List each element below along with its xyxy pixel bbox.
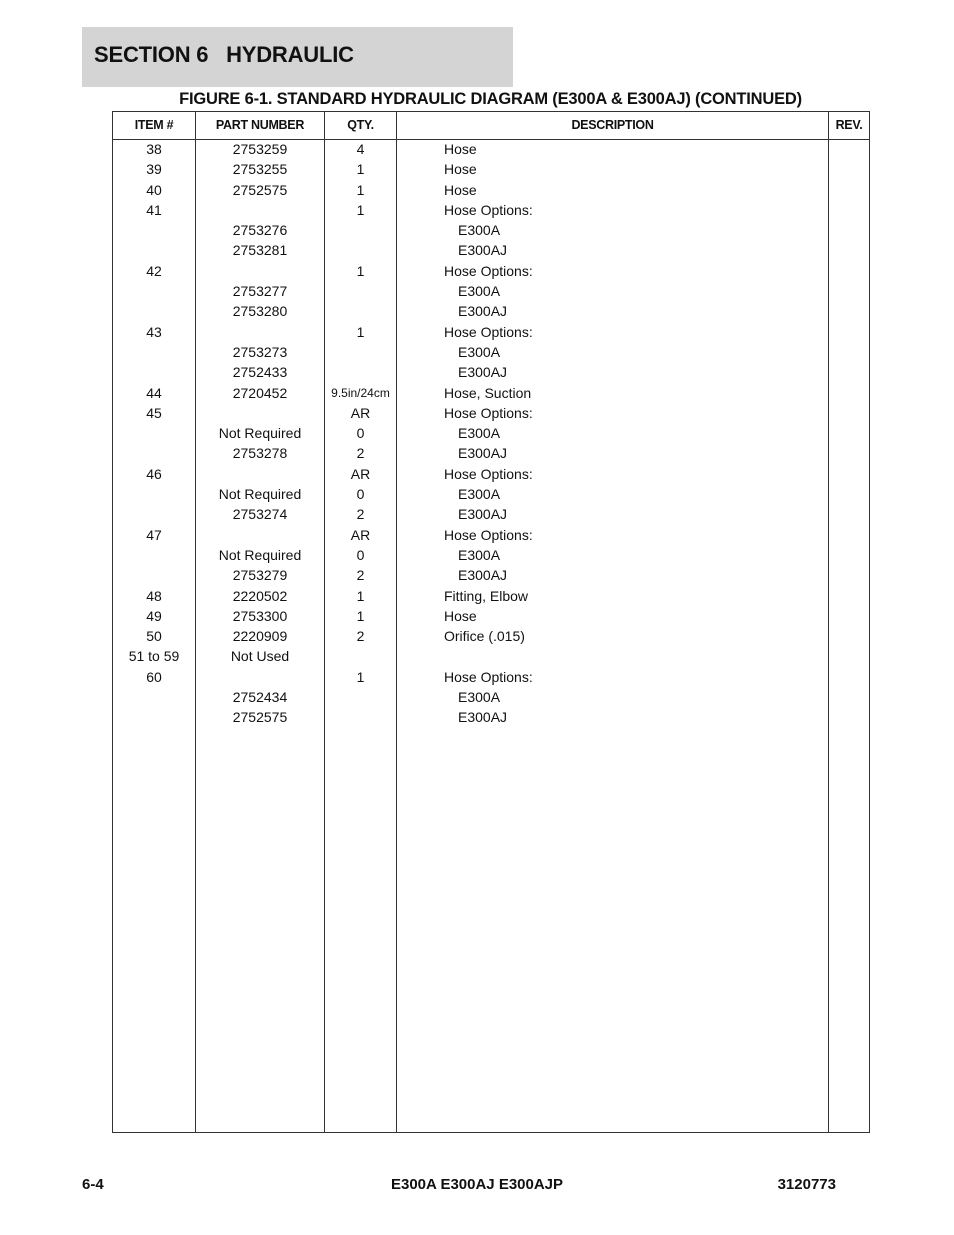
table-row	[113, 139, 869, 159]
table-row	[113, 261, 869, 281]
part-number-cell: 2753281	[232, 242, 288, 259]
part-number-cell: 2753300	[232, 607, 288, 624]
table-row	[113, 646, 869, 666]
table-row	[113, 403, 869, 423]
description-cell: Hose Options:	[444, 526, 533, 543]
item-cell	[113, 362, 195, 382]
table-row	[113, 687, 869, 707]
part-number-cell: Not Required	[218, 486, 302, 503]
qty-cell	[325, 342, 396, 362]
item-cell: 51 to 59	[128, 648, 180, 665]
item-cell: 49	[146, 607, 162, 624]
table-row	[113, 667, 869, 687]
description-cell: Hose Options:	[444, 465, 533, 482]
description-cell: E300AJ	[458, 709, 508, 726]
description-cell: Hose	[444, 161, 477, 178]
table-row	[113, 281, 869, 301]
item-cell: 48	[146, 587, 162, 604]
table-row	[113, 707, 869, 727]
description-cell: E300A	[458, 343, 501, 360]
qty-cell	[325, 281, 396, 301]
qty-cell: AR	[350, 526, 371, 543]
qty-cell	[325, 707, 396, 727]
parts-table	[112, 111, 870, 1133]
table-row	[113, 443, 869, 463]
table-row	[113, 606, 869, 626]
item-cell: 43	[146, 323, 162, 340]
part-number-cell: 2753274	[232, 506, 288, 523]
table-body	[113, 139, 869, 728]
table-row	[113, 342, 869, 362]
part-number-cell	[196, 200, 324, 220]
table-row	[113, 545, 869, 565]
qty-cell: 2	[356, 628, 365, 645]
qty-cell	[325, 362, 396, 382]
part-number-cell: 2753280	[232, 303, 288, 320]
qty-cell: AR	[350, 404, 371, 421]
description-cell: E300AJ	[458, 506, 508, 523]
part-number-cell: 2753276	[232, 222, 288, 239]
qty-cell: 1	[356, 668, 365, 685]
qty-cell: 1	[356, 161, 365, 178]
part-number-cell	[196, 322, 324, 342]
description-cell: Hose Options:	[444, 323, 533, 340]
part-number-cell: 2220909	[232, 628, 288, 645]
table-row	[113, 525, 869, 545]
description-cell: Hose Options:	[444, 668, 533, 685]
table-row	[113, 220, 869, 240]
description-cell: Hose	[444, 607, 477, 624]
part-number-cell: Not Required	[218, 425, 302, 442]
qty-cell: 9.5in/24cm	[331, 385, 390, 400]
item-cell: 39	[146, 161, 162, 178]
description-cell: E300A	[458, 689, 501, 706]
page-number: 6-4	[82, 1176, 104, 1193]
item-cell	[113, 220, 195, 240]
item-cell: 45	[146, 404, 162, 421]
qty-cell: 2	[356, 567, 365, 584]
description-cell: Hose, Suction	[444, 384, 532, 401]
part-number-cell: 2753273	[232, 343, 288, 360]
part-number-cell: 2752433	[232, 364, 288, 381]
table-row	[113, 159, 869, 179]
item-cell: 42	[146, 262, 162, 279]
description-cell: E300AJ	[458, 303, 508, 320]
description-cell: E300A	[458, 425, 501, 442]
item-cell: 50	[146, 628, 162, 645]
qty-cell: 1	[356, 201, 365, 218]
table-row	[113, 565, 869, 585]
part-number-cell: Not Used	[230, 648, 290, 665]
item-cell: 41	[146, 201, 162, 218]
table-row	[113, 180, 869, 200]
qty-cell: 0	[356, 425, 365, 442]
qty-cell	[325, 301, 396, 321]
table-row	[113, 626, 869, 646]
description-cell: Fitting, Elbow	[444, 587, 529, 604]
description-cell: Hose Options:	[444, 262, 533, 279]
table-row	[113, 586, 869, 606]
part-number-cell: 2220502	[232, 587, 288, 604]
qty-cell	[325, 687, 396, 707]
item-cell	[113, 301, 195, 321]
qty-cell: AR	[350, 465, 371, 482]
description-cell: Hose	[444, 141, 477, 157]
qty-cell: 4	[356, 141, 365, 157]
table-row	[113, 240, 869, 260]
part-number-cell: 2753277	[232, 283, 288, 300]
description-cell: Hose	[444, 181, 477, 198]
item-cell	[113, 687, 195, 707]
description-cell: Hose Options:	[444, 404, 533, 421]
description-cell: Hose Options:	[444, 201, 533, 218]
item-cell	[113, 443, 195, 463]
document-number: 3120773	[777, 1176, 836, 1193]
table-row	[113, 423, 869, 443]
description-cell: E300A	[458, 546, 501, 563]
item-cell	[113, 504, 195, 524]
description-cell: E300AJ	[458, 445, 508, 462]
qty-cell: 1	[356, 262, 365, 279]
description-cell: Orifice (.015)	[444, 628, 525, 645]
item-cell	[113, 565, 195, 585]
table-row	[113, 383, 869, 403]
description-cell: E300A	[458, 222, 501, 239]
item-cell: 40	[146, 181, 162, 198]
section-header	[82, 27, 513, 87]
part-number-cell: 2752575	[232, 709, 288, 726]
description-cell: E300AJ	[458, 242, 508, 259]
table-row	[113, 464, 869, 484]
item-cell	[113, 240, 195, 260]
item-cell	[113, 484, 195, 504]
item-cell: 38	[146, 141, 162, 157]
description-cell: E300A	[458, 486, 501, 503]
qty-cell: 1	[356, 587, 365, 604]
item-cell	[113, 342, 195, 362]
table-row	[113, 322, 869, 342]
part-number-cell: 2752575	[232, 181, 288, 198]
table-row	[113, 504, 869, 524]
header-description: DESCRIPTION	[571, 118, 654, 132]
part-number-cell	[196, 403, 324, 423]
figure-title: FIGURE 6-1. STANDARD HYDRAULIC DIAGRAM (E300A & E300AJ) (CONTINUED)	[179, 90, 802, 108]
item-cell	[113, 707, 195, 727]
qty-cell: 1	[356, 181, 365, 198]
item-cell: 46	[146, 465, 162, 482]
table-row	[113, 362, 869, 382]
item-cell: 44	[146, 384, 162, 401]
part-number-cell: Not Required	[218, 546, 302, 563]
description-cell: E300AJ	[458, 364, 508, 381]
item-cell	[113, 423, 195, 443]
table-row	[113, 301, 869, 321]
qty-cell: 1	[356, 323, 365, 340]
table-row	[113, 484, 869, 504]
part-number-cell: 2753255	[232, 161, 288, 178]
table-row	[113, 200, 869, 220]
part-number-cell	[196, 261, 324, 281]
header-rev: REV.	[835, 118, 863, 132]
qty-cell: 2	[356, 506, 365, 523]
item-cell	[113, 545, 195, 565]
item-cell: 60	[146, 668, 162, 685]
header-item: ITEM #	[134, 118, 174, 132]
section-title: SECTION 6 HYDRAULIC	[94, 42, 354, 67]
part-number-cell	[196, 464, 324, 484]
qty-cell	[325, 220, 396, 240]
qty-cell: 1	[356, 607, 365, 624]
description-cell: E300AJ	[458, 567, 508, 584]
qty-cell	[325, 646, 396, 666]
model-list: E300A E300AJ E300AJP	[390, 1176, 564, 1193]
item-cell: 47	[146, 526, 162, 543]
part-number-cell: 2753259	[232, 141, 288, 157]
part-number-cell: 2752434	[232, 689, 288, 706]
part-number-cell	[196, 525, 324, 545]
qty-cell: 0	[356, 546, 365, 563]
header-qty: QTY.	[347, 118, 374, 132]
qty-cell: 0	[356, 486, 365, 503]
item-cell	[113, 281, 195, 301]
part-number-cell	[196, 667, 324, 687]
qty-cell	[325, 240, 396, 260]
part-number-cell: 2753278	[232, 445, 288, 462]
description-cell: E300A	[458, 283, 501, 300]
header-part-number: PART NUMBER	[215, 118, 305, 132]
part-number-cell: 2753279	[232, 567, 288, 584]
part-number-cell: 2720452	[232, 384, 288, 401]
qty-cell: 2	[356, 445, 365, 462]
description-cell	[444, 646, 824, 666]
